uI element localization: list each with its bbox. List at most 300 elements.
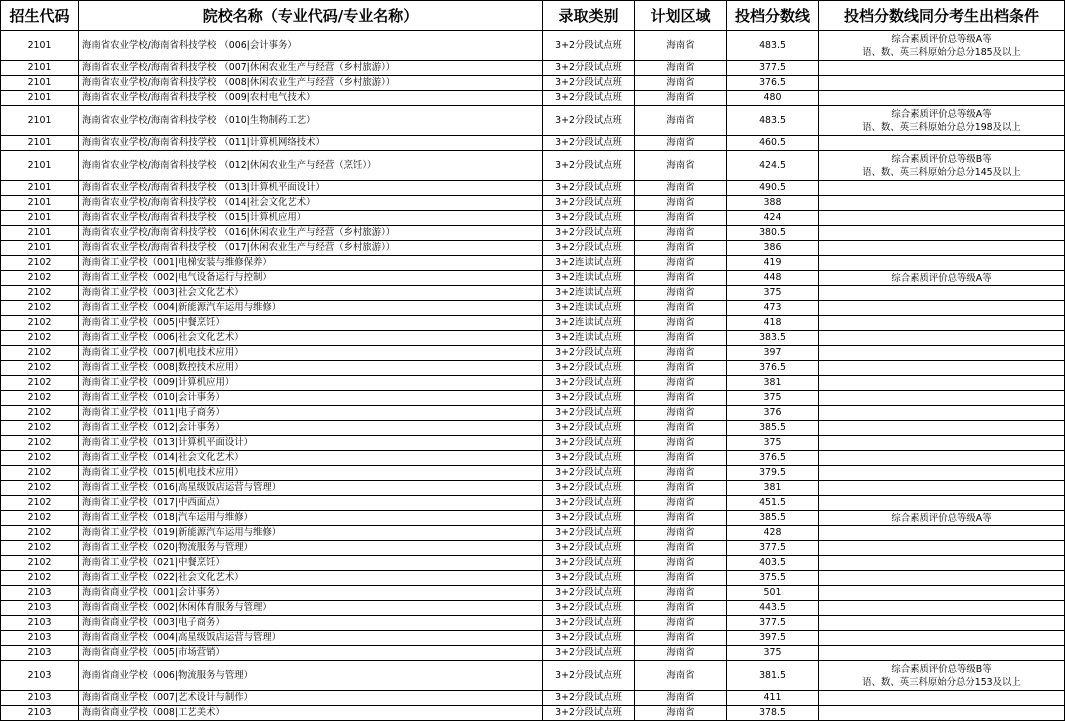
category-cell: 3+2分段试点班 xyxy=(543,391,635,406)
condition-line-2: 语、数、英三科原始分总分198及以上 xyxy=(862,121,1021,133)
score-cell: 381 xyxy=(727,376,819,391)
region-cell: 海南省 xyxy=(635,271,727,286)
category-cell: 3+2分段试点班 xyxy=(543,226,635,241)
table-row xyxy=(1,496,1065,511)
score-cell: 381 xyxy=(727,481,819,496)
tie-condition-cell xyxy=(819,106,1065,136)
code-cell: 2103 xyxy=(1,601,79,616)
table-row xyxy=(1,586,1065,601)
condition-line-1: 综合素质评价总等级A等 xyxy=(891,512,992,524)
table-row xyxy=(1,91,1065,106)
code-cell: 2101 xyxy=(1,76,79,91)
school-major-cell: 海南省工业学校（004|新能源汽车运用与维修） xyxy=(79,301,543,316)
table-row xyxy=(1,286,1065,301)
score-cell: 424 xyxy=(727,211,819,226)
school-major-cell: 海南省工业学校（010|会计事务） xyxy=(79,391,543,406)
code-cell: 2101 xyxy=(1,151,79,181)
table-row xyxy=(1,61,1065,76)
table-row xyxy=(1,256,1065,271)
score-cell: 397 xyxy=(727,346,819,361)
tie-condition-cell xyxy=(819,616,1065,631)
tie-condition-cell xyxy=(819,181,1065,196)
school-major-cell: 海南省商业学校（003|电子商务） xyxy=(79,616,543,631)
school-major-cell: 海南省工业学校（005|中餐烹饪） xyxy=(79,316,543,331)
region-cell: 海南省 xyxy=(635,226,727,241)
score-cell: 411 xyxy=(727,691,819,706)
school-major-cell: 海南省商业学校（008|工艺美术） xyxy=(79,706,543,721)
region-cell: 海南省 xyxy=(635,661,727,691)
table-row xyxy=(1,151,1065,181)
table-row xyxy=(1,346,1065,361)
code-cell: 2102 xyxy=(1,511,79,526)
table-row xyxy=(1,526,1065,541)
tie-condition-cell xyxy=(819,316,1065,331)
category-cell: 3+2分段试点班 xyxy=(543,31,635,61)
school-major-cell: 海南省工业学校（007|机电技术应用） xyxy=(79,346,543,361)
category-cell: 3+2分段试点班 xyxy=(543,136,635,151)
school-major-cell: 海南省农业学校/海南省科技学校 （009|农村电气技术） xyxy=(79,91,543,106)
table-row xyxy=(1,646,1065,661)
score-cell: 501 xyxy=(727,586,819,601)
score-cell: 483.5 xyxy=(727,106,819,136)
table-row xyxy=(1,631,1065,646)
category-cell: 3+2分段试点班 xyxy=(543,76,635,91)
category-cell: 3+2分段试点班 xyxy=(543,436,635,451)
code-cell: 2101 xyxy=(1,226,79,241)
header-category: 录取类别 xyxy=(543,1,635,31)
school-major-cell: 海南省商业学校（007|艺术设计与制作） xyxy=(79,691,543,706)
table-row xyxy=(1,556,1065,571)
table-row xyxy=(1,241,1065,256)
tie-condition-cell xyxy=(819,406,1065,421)
category-cell: 3+2分段试点班 xyxy=(543,451,635,466)
condition-line-1: 综合素质评价总等级B等 xyxy=(891,153,992,165)
school-major-cell: 海南省工业学校（012|会计事务） xyxy=(79,421,543,436)
table-row xyxy=(1,226,1065,241)
school-major-cell: 海南省农业学校/海南省科技学校 （013|计算机平面设计） xyxy=(79,181,543,196)
school-major-cell: 海南省工业学校（021|中餐烹饪） xyxy=(79,556,543,571)
tie-condition-cell xyxy=(819,601,1065,616)
region-cell: 海南省 xyxy=(635,301,727,316)
region-cell: 海南省 xyxy=(635,706,727,721)
category-cell: 3+2分段试点班 xyxy=(543,241,635,256)
tie-condition-cell xyxy=(819,391,1065,406)
tie-condition-cell xyxy=(819,586,1065,601)
category-cell: 3+2分段试点班 xyxy=(543,571,635,586)
school-major-cell: 海南省农业学校/海南省科技学校 （016|休闲农业生产与经营（乡村旅游）） xyxy=(79,226,543,241)
region-cell: 海南省 xyxy=(635,511,727,526)
score-cell: 483.5 xyxy=(727,31,819,61)
region-cell: 海南省 xyxy=(635,556,727,571)
tie-condition-cell xyxy=(819,331,1065,346)
tie-condition-cell xyxy=(819,421,1065,436)
tie-condition-cell xyxy=(819,481,1065,496)
table-row xyxy=(1,601,1065,616)
code-cell: 2102 xyxy=(1,571,79,586)
region-cell: 海南省 xyxy=(635,31,727,61)
score-cell: 386 xyxy=(727,241,819,256)
condition-line-2: 语、数、英三科原始分总分185及以上 xyxy=(862,46,1021,58)
school-major-cell: 海南省工业学校（006|社会文化艺术） xyxy=(79,331,543,346)
tie-condition-cell xyxy=(819,706,1065,721)
region-cell: 海南省 xyxy=(635,631,727,646)
school-major-cell: 海南省工业学校（022|社会文化艺术） xyxy=(79,571,543,586)
condition-line-2: 语、数、英三科原始分总分153及以上 xyxy=(862,676,1021,688)
score-cell: 376.5 xyxy=(727,451,819,466)
category-cell: 3+2分段试点班 xyxy=(543,196,635,211)
table-row xyxy=(1,76,1065,91)
code-cell: 2102 xyxy=(1,556,79,571)
score-cell: 378.5 xyxy=(727,706,819,721)
score-cell: 377.5 xyxy=(727,61,819,76)
code-cell: 2103 xyxy=(1,661,79,691)
code-cell: 2102 xyxy=(1,436,79,451)
school-major-cell: 海南省工业学校（014|社会文化艺术） xyxy=(79,451,543,466)
region-cell: 海南省 xyxy=(635,91,727,106)
table-row xyxy=(1,331,1065,346)
code-cell: 2102 xyxy=(1,496,79,511)
category-cell: 3+2分段试点班 xyxy=(543,616,635,631)
school-major-cell: 海南省工业学校（020|物流服务与管理） xyxy=(79,541,543,556)
code-cell: 2101 xyxy=(1,61,79,76)
score-cell: 460.5 xyxy=(727,136,819,151)
school-major-cell: 海南省工业学校（019|新能源汽车运用与维修） xyxy=(79,526,543,541)
code-cell: 2101 xyxy=(1,196,79,211)
region-cell: 海南省 xyxy=(635,76,727,91)
code-cell: 2101 xyxy=(1,241,79,256)
region-cell: 海南省 xyxy=(635,541,727,556)
region-cell: 海南省 xyxy=(635,256,727,271)
region-cell: 海南省 xyxy=(635,691,727,706)
category-cell: 3+2分段试点班 xyxy=(543,61,635,76)
region-cell: 海南省 xyxy=(635,571,727,586)
code-cell: 2102 xyxy=(1,391,79,406)
score-cell: 375.5 xyxy=(727,571,819,586)
score-cell: 448 xyxy=(727,271,819,286)
school-major-cell: 海南省工业学校（018|汽车运用与维修） xyxy=(79,511,543,526)
region-cell: 海南省 xyxy=(635,241,727,256)
region-cell: 海南省 xyxy=(635,391,727,406)
score-cell: 376.5 xyxy=(727,361,819,376)
code-cell: 2102 xyxy=(1,256,79,271)
tie-condition-cell xyxy=(819,691,1065,706)
code-cell: 2103 xyxy=(1,691,79,706)
table-row xyxy=(1,406,1065,421)
tie-condition-cell xyxy=(819,91,1065,106)
category-cell: 3+2分段试点班 xyxy=(543,361,635,376)
region-cell: 海南省 xyxy=(635,526,727,541)
tie-condition-cell xyxy=(819,286,1065,301)
tie-condition-cell xyxy=(819,301,1065,316)
region-cell: 海南省 xyxy=(635,436,727,451)
header-row xyxy=(1,1,1065,31)
code-cell: 2101 xyxy=(1,181,79,196)
score-cell: 385.5 xyxy=(727,511,819,526)
table-row xyxy=(1,181,1065,196)
category-cell: 3+2分段试点班 xyxy=(543,586,635,601)
category-cell: 3+2分段试点班 xyxy=(543,601,635,616)
table-row xyxy=(1,541,1065,556)
code-cell: 2102 xyxy=(1,526,79,541)
code-cell: 2103 xyxy=(1,706,79,721)
category-cell: 3+2分段试点班 xyxy=(543,661,635,691)
score-cell: 380.5 xyxy=(727,226,819,241)
tie-condition-cell xyxy=(819,256,1065,271)
region-cell: 海南省 xyxy=(635,316,727,331)
tie-condition-cell xyxy=(819,361,1065,376)
code-cell: 2101 xyxy=(1,211,79,226)
tie-condition-cell xyxy=(819,511,1065,526)
table-row xyxy=(1,136,1065,151)
school-major-cell: 海南省农业学校/海南省科技学校 （012|休闲农业生产与经营（烹饪）） xyxy=(79,151,543,181)
region-cell: 海南省 xyxy=(635,481,727,496)
region-cell: 海南省 xyxy=(635,616,727,631)
table-row xyxy=(1,271,1065,286)
category-cell: 3+2分段试点班 xyxy=(543,481,635,496)
tie-condition-cell xyxy=(819,226,1065,241)
score-cell: 381.5 xyxy=(727,661,819,691)
school-major-cell: 海南省农业学校/海南省科技学校 （017|休闲农业生产与经营（乡村旅游）） xyxy=(79,241,543,256)
header-school-major: 院校名称（专业代码/专业名称） xyxy=(79,1,543,31)
tie-condition-cell xyxy=(819,661,1065,691)
category-cell: 3+2分段试点班 xyxy=(543,706,635,721)
category-cell: 3+2连读试点班 xyxy=(543,271,635,286)
category-cell: 3+2分段试点班 xyxy=(543,421,635,436)
category-cell: 3+2连读试点班 xyxy=(543,286,635,301)
table-row xyxy=(1,421,1065,436)
code-cell: 2102 xyxy=(1,451,79,466)
school-major-cell: 海南省商业学校（004|高星级饭店运营与管理） xyxy=(79,631,543,646)
category-cell: 3+2分段试点班 xyxy=(543,526,635,541)
category-cell: 3+2分段试点班 xyxy=(543,511,635,526)
school-major-cell: 海南省农业学校/海南省科技学校 （015|计算机应用） xyxy=(79,211,543,226)
score-cell: 376 xyxy=(727,406,819,421)
code-cell: 2103 xyxy=(1,616,79,631)
code-cell: 2102 xyxy=(1,406,79,421)
code-cell: 2102 xyxy=(1,376,79,391)
tie-condition-cell xyxy=(819,436,1065,451)
table-row xyxy=(1,196,1065,211)
region-cell: 海南省 xyxy=(635,466,727,481)
region-cell: 海南省 xyxy=(635,181,727,196)
header-region: 计划区域 xyxy=(635,1,727,31)
region-cell: 海南省 xyxy=(635,361,727,376)
tie-condition-cell xyxy=(819,76,1065,91)
tie-condition-cell xyxy=(819,241,1065,256)
school-major-cell: 海南省工业学校（002|电气设备运行与控制） xyxy=(79,271,543,286)
category-cell: 3+2分段试点班 xyxy=(543,151,635,181)
score-cell: 397.5 xyxy=(727,631,819,646)
code-cell: 2102 xyxy=(1,481,79,496)
score-cell: 480 xyxy=(727,91,819,106)
school-major-cell: 海南省工业学校（001|电梯安装与维修保养） xyxy=(79,256,543,271)
score-cell: 377.5 xyxy=(727,616,819,631)
score-cell: 490.5 xyxy=(727,181,819,196)
tie-condition-cell xyxy=(819,346,1065,361)
tie-condition-cell xyxy=(819,211,1065,226)
code-cell: 2103 xyxy=(1,646,79,661)
region-cell: 海南省 xyxy=(635,136,727,151)
category-cell: 3+2分段试点班 xyxy=(543,91,635,106)
code-cell: 2102 xyxy=(1,541,79,556)
school-major-cell: 海南省工业学校（016|高星级饭店运营与管理） xyxy=(79,481,543,496)
category-cell: 3+2连读试点班 xyxy=(543,301,635,316)
table-row xyxy=(1,616,1065,631)
tie-condition-cell xyxy=(819,631,1065,646)
category-cell: 3+2连读试点班 xyxy=(543,316,635,331)
code-cell: 2101 xyxy=(1,31,79,61)
school-major-cell: 海南省商业学校（001|会计事务） xyxy=(79,586,543,601)
score-cell: 451.5 xyxy=(727,496,819,511)
school-major-cell: 海南省工业学校（017|中西面点） xyxy=(79,496,543,511)
school-major-cell: 海南省商业学校（002|休闲体育服务与管理） xyxy=(79,601,543,616)
tie-condition-cell xyxy=(819,526,1065,541)
score-cell: 473 xyxy=(727,301,819,316)
table-row xyxy=(1,451,1065,466)
tie-condition-cell xyxy=(819,556,1065,571)
category-cell: 3+2分段试点班 xyxy=(543,631,635,646)
code-cell: 2102 xyxy=(1,331,79,346)
table-row xyxy=(1,571,1065,586)
code-cell: 2102 xyxy=(1,361,79,376)
score-cell: 377.5 xyxy=(727,541,819,556)
category-cell: 3+2分段试点班 xyxy=(543,376,635,391)
tie-condition-cell xyxy=(819,136,1065,151)
score-cell: 418 xyxy=(727,316,819,331)
school-major-cell: 海南省农业学校/海南省科技学校 （008|休闲农业生产与经营（乡村旅游）） xyxy=(79,76,543,91)
score-cell: 385.5 xyxy=(727,421,819,436)
region-cell: 海南省 xyxy=(635,106,727,136)
table-row xyxy=(1,316,1065,331)
category-cell: 3+2分段试点班 xyxy=(543,181,635,196)
tie-condition-cell xyxy=(819,451,1065,466)
table-row xyxy=(1,211,1065,226)
table-row xyxy=(1,691,1065,706)
school-major-cell: 海南省农业学校/海南省科技学校 （014|社会文化艺术） xyxy=(79,196,543,211)
code-cell: 2101 xyxy=(1,91,79,106)
code-cell: 2102 xyxy=(1,301,79,316)
tie-condition-cell xyxy=(819,271,1065,286)
category-cell: 3+2分段试点班 xyxy=(543,211,635,226)
school-major-cell: 海南省工业学校（013|计算机平面设计） xyxy=(79,436,543,451)
tie-condition-cell xyxy=(819,496,1065,511)
score-cell: 383.5 xyxy=(727,331,819,346)
region-cell: 海南省 xyxy=(635,211,727,226)
category-cell: 3+2分段试点班 xyxy=(543,541,635,556)
school-major-cell: 海南省工业学校（011|电子商务） xyxy=(79,406,543,421)
region-cell: 海南省 xyxy=(635,376,727,391)
school-major-cell: 海南省商业学校（006|物流服务与管理） xyxy=(79,661,543,691)
code-cell: 2102 xyxy=(1,286,79,301)
tie-condition-cell xyxy=(819,151,1065,181)
category-cell: 3+2分段试点班 xyxy=(543,496,635,511)
table-row xyxy=(1,511,1065,526)
school-major-cell: 海南省农业学校/海南省科技学校 （007|休闲农业生产与经营（乡村旅游）） xyxy=(79,61,543,76)
tie-condition-cell xyxy=(819,31,1065,61)
region-cell: 海南省 xyxy=(635,421,727,436)
category-cell: 3+2连读试点班 xyxy=(543,331,635,346)
table-row xyxy=(1,661,1065,691)
region-cell: 海南省 xyxy=(635,151,727,181)
table-row xyxy=(1,481,1065,496)
score-cell: 388 xyxy=(727,196,819,211)
region-cell: 海南省 xyxy=(635,601,727,616)
table-row xyxy=(1,466,1065,481)
code-cell: 2102 xyxy=(1,466,79,481)
school-major-cell: 海南省工业学校（009|计算机应用） xyxy=(79,376,543,391)
code-cell: 2102 xyxy=(1,271,79,286)
region-cell: 海南省 xyxy=(635,286,727,301)
condition-line-1: 综合素质评价总等级A等 xyxy=(891,272,992,284)
school-major-cell: 海南省工业学校（003|社会文化艺术） xyxy=(79,286,543,301)
score-cell: 443.5 xyxy=(727,601,819,616)
header-score: 投档分数线 xyxy=(727,1,819,31)
tie-condition-cell xyxy=(819,61,1065,76)
region-cell: 海南省 xyxy=(635,196,727,211)
code-cell: 2101 xyxy=(1,136,79,151)
category-cell: 3+2分段试点班 xyxy=(543,466,635,481)
tie-condition-cell xyxy=(819,376,1065,391)
tie-condition-cell xyxy=(819,541,1065,556)
header-code: 招生代码 xyxy=(1,1,79,31)
tie-condition-cell xyxy=(819,196,1065,211)
table-row xyxy=(1,706,1065,721)
score-cell: 419 xyxy=(727,256,819,271)
school-major-cell: 海南省农业学校/海南省科技学校 （010|生物制药工艺） xyxy=(79,106,543,136)
score-cell: 428 xyxy=(727,526,819,541)
code-cell: 2101 xyxy=(1,106,79,136)
score-cell: 403.5 xyxy=(727,556,819,571)
table-row xyxy=(1,436,1065,451)
region-cell: 海南省 xyxy=(635,406,727,421)
region-cell: 海南省 xyxy=(635,646,727,661)
region-cell: 海南省 xyxy=(635,331,727,346)
code-cell: 2103 xyxy=(1,631,79,646)
region-cell: 海南省 xyxy=(635,451,727,466)
header-tie-condition: 投档分数线同分考生出档条件 xyxy=(819,1,1065,31)
table-row xyxy=(1,106,1065,136)
category-cell: 3+2分段试点班 xyxy=(543,346,635,361)
condition-line-1: 综合素质评价总等级B等 xyxy=(891,663,992,675)
table-row xyxy=(1,376,1065,391)
tie-condition-cell xyxy=(819,571,1065,586)
score-cell: 379.5 xyxy=(727,466,819,481)
region-cell: 海南省 xyxy=(635,346,727,361)
region-cell: 海南省 xyxy=(635,586,727,601)
code-cell: 2102 xyxy=(1,316,79,331)
code-cell: 2103 xyxy=(1,586,79,601)
score-cell: 375 xyxy=(727,436,819,451)
table-row xyxy=(1,301,1065,316)
code-cell: 2102 xyxy=(1,421,79,436)
category-cell: 3+2分段试点班 xyxy=(543,646,635,661)
score-cell: 424.5 xyxy=(727,151,819,181)
code-cell: 2102 xyxy=(1,346,79,361)
score-cell: 375 xyxy=(727,646,819,661)
tie-condition-cell xyxy=(819,646,1065,661)
score-cell: 375 xyxy=(727,391,819,406)
table-row xyxy=(1,391,1065,406)
category-cell: 3+2分段试点班 xyxy=(543,556,635,571)
condition-line-1: 综合素质评价总等级A等 xyxy=(891,108,992,120)
tie-condition-cell xyxy=(819,466,1065,481)
condition-line-2: 语、数、英三科原始分总分145及以上 xyxy=(862,166,1021,178)
table-row xyxy=(1,361,1065,376)
school-major-cell: 海南省农业学校/海南省科技学校 （006|会计事务） xyxy=(79,31,543,61)
school-major-cell: 海南省农业学校/海南省科技学校 （011|计算机网络技术） xyxy=(79,136,543,151)
school-major-cell: 海南省工业学校（008|数控技术应用） xyxy=(79,361,543,376)
category-cell: 3+2分段试点班 xyxy=(543,691,635,706)
